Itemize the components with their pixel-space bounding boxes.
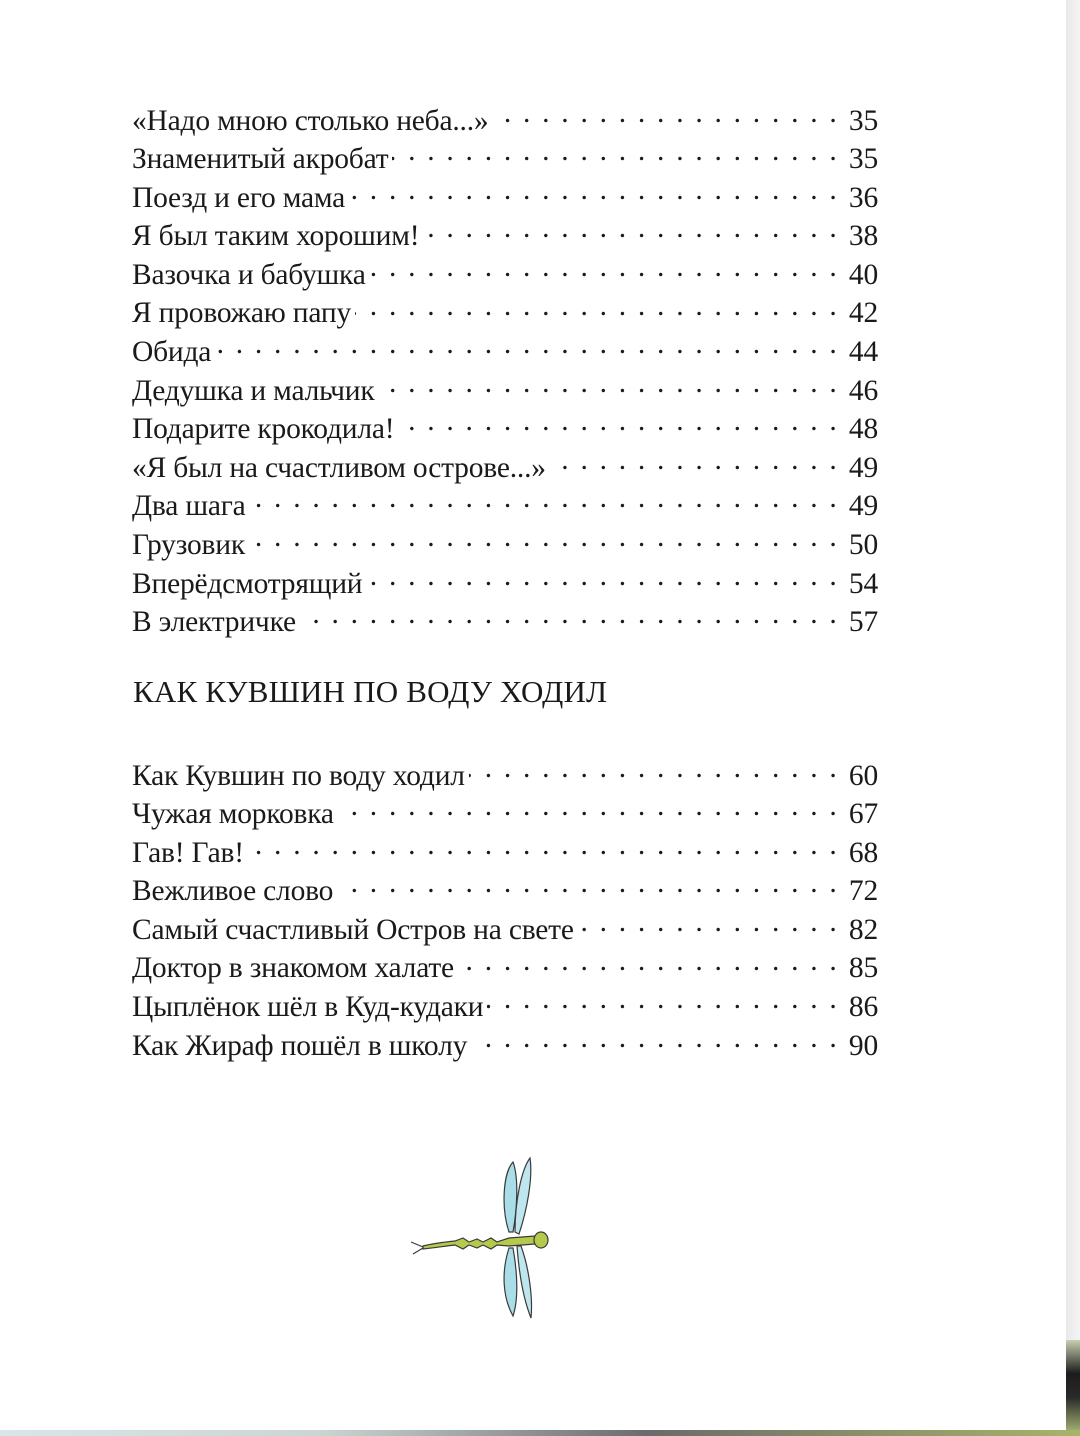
toc-entry-page: 86: [848, 991, 878, 1024]
toc-entry[interactable]: [132, 409, 878, 448]
dragonfly-wing: [504, 1248, 517, 1316]
toc-entry-page: 35: [848, 143, 878, 176]
toc-entry-page: 57: [848, 606, 878, 639]
toc-entry-page: 50: [848, 529, 878, 562]
toc-entry[interactable]: [132, 332, 878, 371]
toc-entry[interactable]: [132, 563, 878, 602]
dragonfly-wing: [517, 1246, 532, 1318]
toc-section-1: [132, 100, 878, 640]
toc-entry-title: Я провожаю папу: [132, 297, 351, 330]
dot-leader: [355, 293, 839, 323]
toc-entry-title: Чужая морковка: [132, 798, 334, 831]
page-edge-shadow: [1066, 1340, 1080, 1436]
dot-leader: [249, 525, 839, 555]
dot-leader: [469, 755, 839, 785]
dot-leader: [366, 563, 839, 593]
toc-entry[interactable]: [132, 447, 878, 486]
toc-entry-title: Самый счастливый Остров на свете: [132, 913, 574, 946]
toc-entry-page: 85: [848, 952, 878, 985]
toc-entry-title: «Я был на счастливом острове...»: [132, 451, 546, 484]
toc-entry-title: В электричке: [132, 606, 296, 639]
toc-entry[interactable]: [132, 948, 878, 987]
toc-entry[interactable]: [132, 525, 878, 564]
toc-entry-page: 54: [848, 567, 878, 600]
toc-entry-title: Как Жираф пошёл в школу: [132, 1029, 468, 1062]
toc-entry[interactable]: [132, 216, 878, 255]
dot-leader: [349, 177, 839, 207]
dot-leader: [398, 409, 839, 439]
toc-entry[interactable]: [132, 486, 878, 525]
toc-entry-title: Цыплёнок шёл в Куд-кудаки: [132, 991, 484, 1024]
toc-entry[interactable]: [132, 871, 878, 910]
toc-entry-page: 46: [848, 374, 878, 407]
toc-entry[interactable]: [132, 177, 878, 216]
toc-entry-page: 40: [848, 258, 878, 291]
dot-leader: [378, 370, 839, 400]
dot-leader: [578, 909, 839, 939]
toc-entry-page: 49: [848, 490, 878, 523]
toc-entry[interactable]: [132, 370, 878, 409]
toc-entry-page: 68: [848, 836, 878, 869]
toc-entry-title: Вперёдсмотрящий: [132, 567, 363, 600]
dragonfly-head: [534, 1232, 548, 1248]
toc-entry[interactable]: [132, 1025, 878, 1064]
dot-leader: [337, 871, 839, 901]
toc-entry-title: «Надо мною столько неба...»: [132, 104, 489, 137]
toc-entry-page: 35: [848, 104, 878, 137]
dot-leader: [250, 486, 839, 516]
dragonfly-icon: [405, 1148, 565, 1323]
toc-entry-title: Грузовик: [132, 529, 245, 562]
section-heading: КАК КУВШИН ПО ВОДУ ХОДИЛ: [133, 674, 608, 709]
toc-entry-title: Поезд и его мама: [132, 181, 346, 214]
toc-entry[interactable]: [132, 139, 878, 178]
toc-entry[interactable]: [132, 602, 878, 641]
dot-leader: [550, 447, 839, 477]
dot-leader: [248, 832, 839, 862]
toc-entry-title: Два шага: [132, 490, 246, 523]
toc-entry-title: Гав! Гав!: [132, 836, 244, 869]
page-edge-bottom: [0, 1430, 1080, 1436]
toc-entry[interactable]: [132, 254, 878, 293]
dot-leader: [492, 100, 839, 130]
toc-entry-page: 48: [848, 413, 878, 446]
dragonfly-tail: [411, 1242, 423, 1254]
dot-leader: [300, 602, 839, 632]
toc-entry[interactable]: [132, 293, 878, 332]
toc-entry-page: 67: [848, 798, 878, 831]
toc-entry-page: 44: [848, 336, 878, 369]
toc-entry-page: 90: [848, 1029, 878, 1062]
toc-entry-title: Обида: [132, 336, 212, 369]
toc-entry-title: Дедушка и мальчик: [132, 374, 375, 407]
toc-entry-title: Вежливое слово: [132, 875, 334, 908]
toc-entry-title: Как Кувшин по воду ходил: [132, 759, 465, 792]
dot-leader: [458, 948, 839, 978]
toc-entry[interactable]: [132, 987, 878, 1026]
toc-entry[interactable]: [132, 794, 878, 833]
dot-leader: [215, 332, 839, 362]
toc-entry-page: 38: [848, 220, 878, 253]
toc-entry-title: Доктор в знакомом халате: [132, 952, 454, 985]
toc-entry[interactable]: [132, 832, 878, 871]
dot-leader: [471, 1025, 839, 1055]
dot-leader: [338, 794, 839, 824]
toc-entry-page: 49: [848, 451, 878, 484]
page-edge-right: [1066, 0, 1080, 1436]
dot-leader: [423, 216, 839, 246]
dot-leader: [392, 139, 839, 169]
toc-entry-page: 60: [848, 759, 878, 792]
toc-entry[interactable]: [132, 755, 878, 794]
toc-entry[interactable]: [132, 100, 878, 139]
dragonfly-wing: [515, 1158, 531, 1234]
toc-entry-page: 42: [848, 297, 878, 330]
toc-entry[interactable]: [132, 909, 878, 948]
toc-section-2: [132, 755, 878, 1064]
toc-entry-page: 36: [848, 181, 878, 214]
dot-leader: [370, 254, 839, 284]
toc-entry-title: Вазочка и бабушка: [132, 258, 366, 291]
toc-entry-title: Подарите крокодила!: [132, 413, 395, 446]
toc-entry-page: 82: [848, 913, 878, 946]
toc-entry-title: Знаменитый акробат: [132, 143, 389, 176]
dot-leader: [487, 987, 839, 1017]
toc-entry-title: Я был таким хорошим!: [132, 220, 420, 253]
toc-entry-page: 72: [848, 875, 878, 908]
